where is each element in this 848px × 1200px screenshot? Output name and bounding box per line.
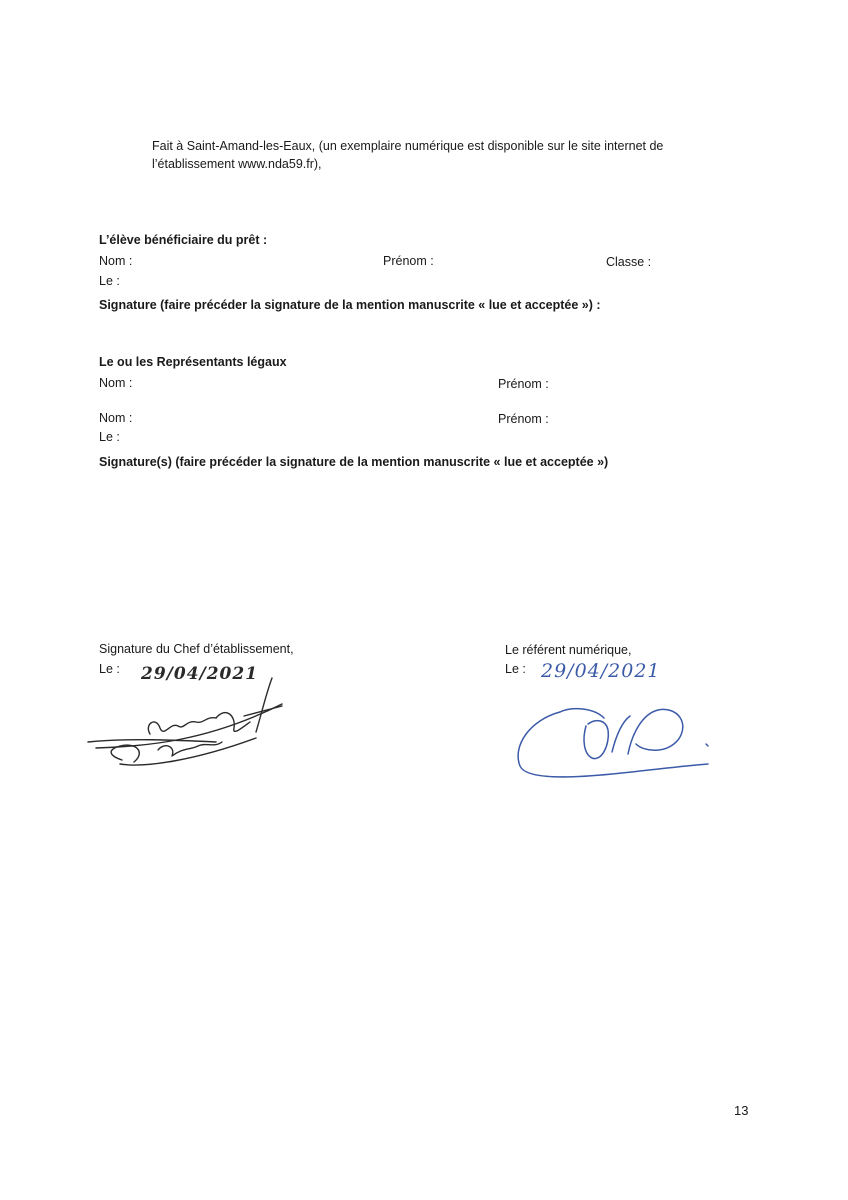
- eleve-prenom-label: Prénom :: [383, 254, 434, 268]
- representants-le-label: Le :: [99, 430, 120, 444]
- chef-handwritten-date: 29/04/2021: [141, 664, 259, 684]
- eleve-classe-label: Classe :: [606, 255, 652, 269]
- representant-1-prenom-label: Prénom :: [498, 377, 549, 391]
- representant-2-nom-label: Nom :: [99, 411, 133, 425]
- chef-le-label: Le :: [99, 662, 120, 676]
- referent-handwritten-date: 29/04/2021: [541, 660, 661, 682]
- chef-signature-label: Signature du Chef d’établissement,: [99, 642, 294, 656]
- intro-line-1: Fait à Saint-Amand-les-Eaux, (un exemplaire numérique est disponible sur le site internet de: [152, 139, 664, 153]
- representants-heading: Le ou les Représentants légaux: [99, 355, 287, 369]
- eleve-heading: L’élève bénéficiaire du prêt :: [99, 233, 268, 247]
- intro-line-2: l’établissement www.nda59.fr),: [152, 157, 322, 171]
- representant-1-nom-label: Nom :: [99, 376, 133, 390]
- page-number: 13: [734, 1103, 749, 1118]
- referent-signature-image: [512, 696, 722, 786]
- representants-signature-label: Signature(s) (faire précéder la signature de la mention manuscrite « lue et acceptée »): [99, 455, 609, 469]
- eleve-nom-label: Nom :: [99, 254, 133, 268]
- eleve-signature-label: Signature (faire précéder la signature de la mention manuscrite « lue et acceptée ») :: [99, 298, 601, 312]
- eleve-le-label: Le :: [99, 274, 120, 288]
- representant-2-prenom-label: Prénom :: [498, 412, 549, 426]
- chef-signature-image: [86, 676, 296, 776]
- referent-le-label: Le :: [505, 662, 526, 676]
- referent-numerique-label: Le référent numérique,: [505, 643, 632, 657]
